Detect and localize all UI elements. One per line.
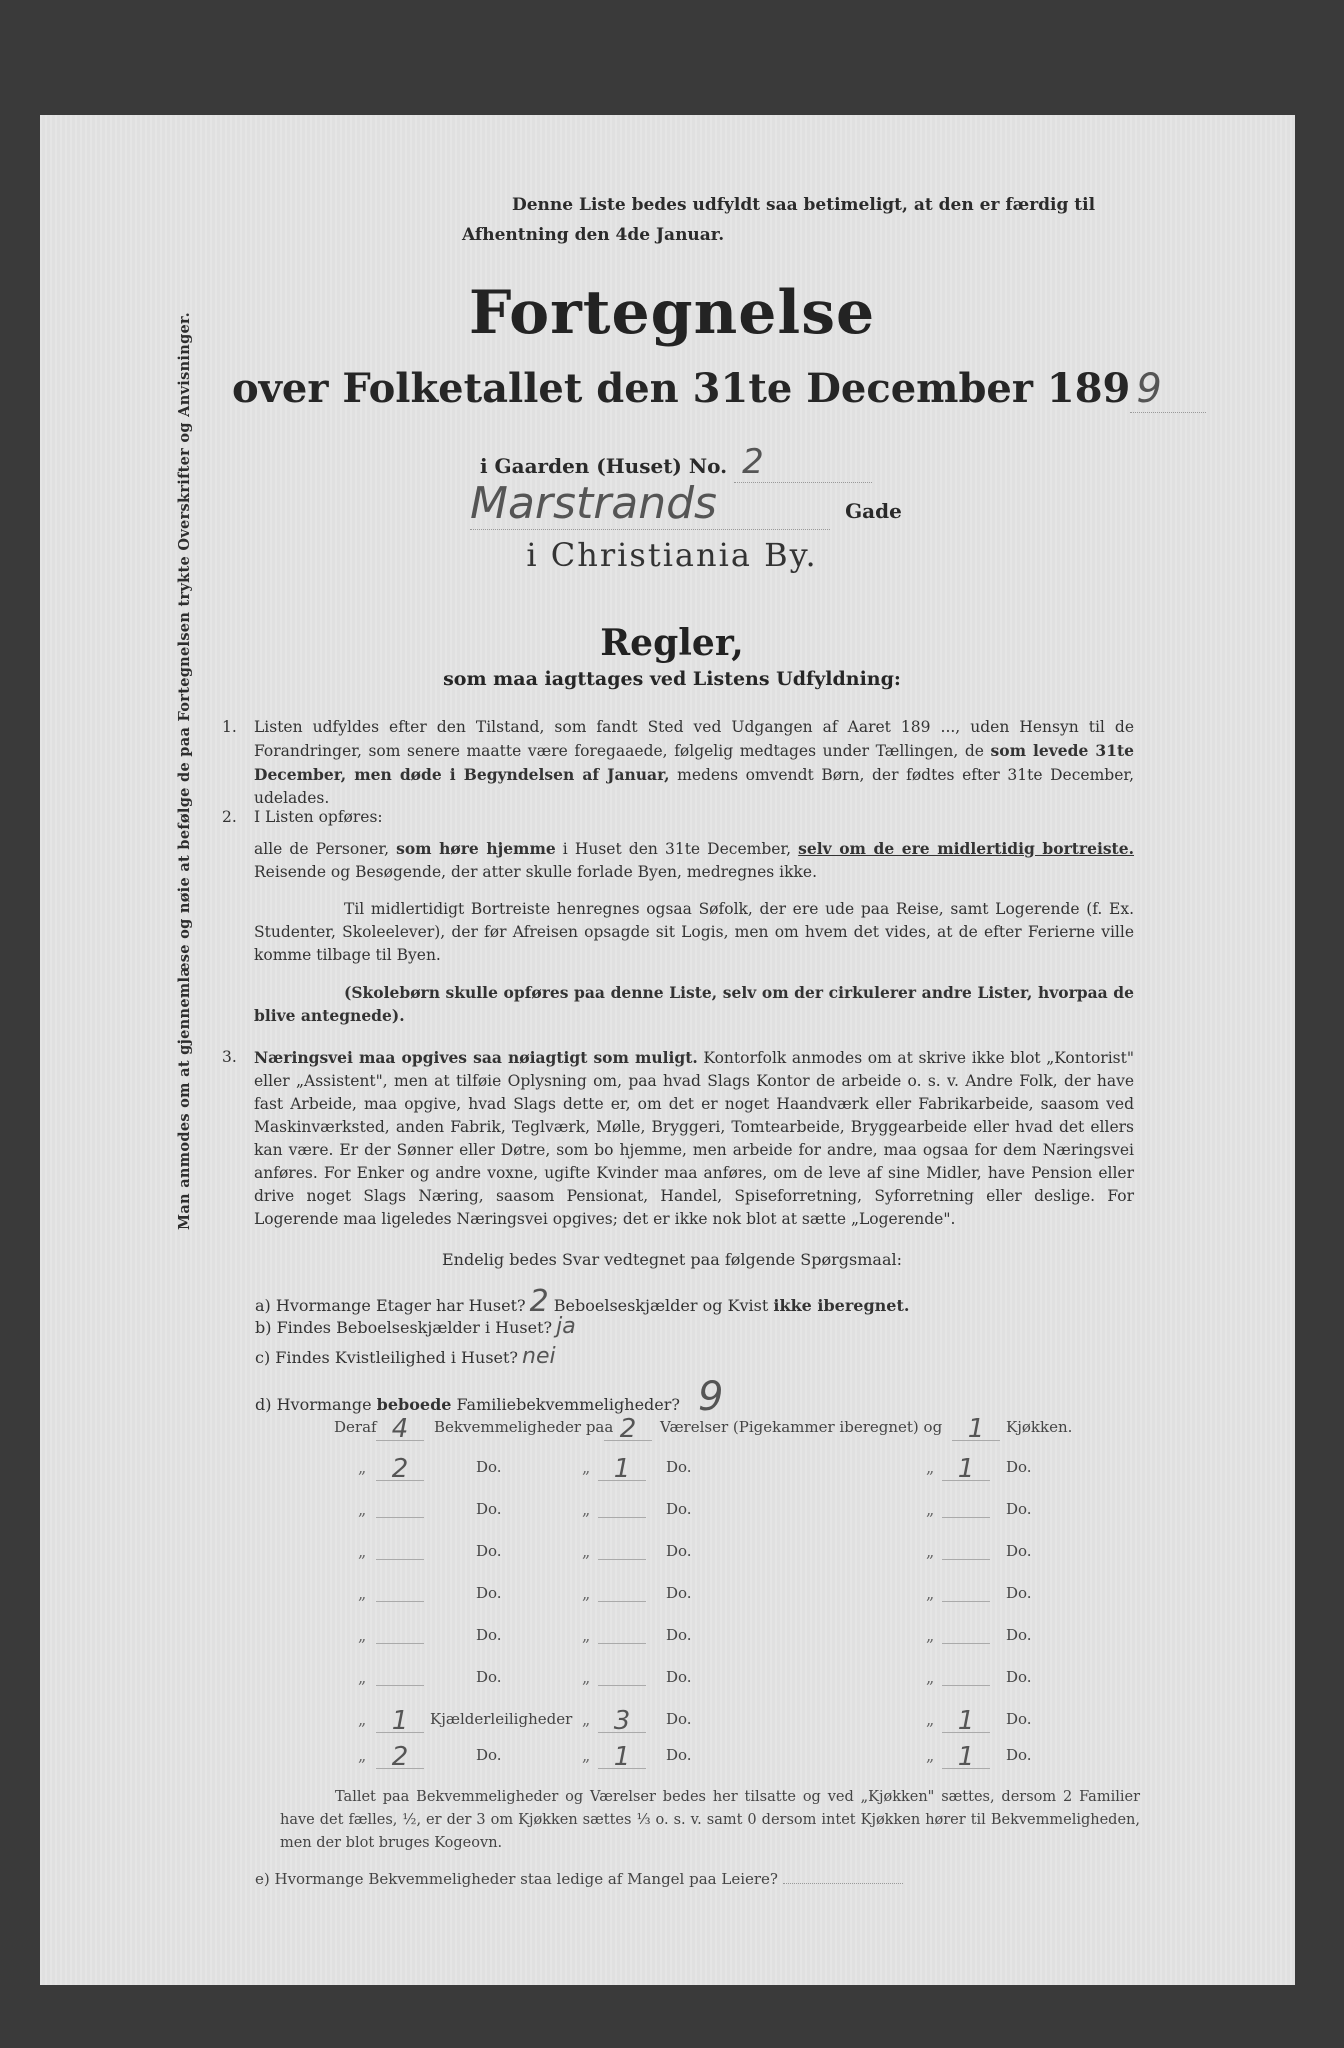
question-d (255, 1374, 723, 1420)
dwelling-row (330, 1584, 1070, 1620)
answer-field[interactable]: nei (522, 1344, 556, 1369)
ditto-mark: „ (582, 1668, 591, 1687)
ditto-mark: „ (358, 1746, 367, 1765)
ditto-mark: „ (926, 1710, 935, 1729)
deraf-label: Deraf (334, 1418, 377, 1436)
rule-number: 3. (222, 1048, 237, 1066)
kitchens-label: Do. (1006, 1710, 1032, 1728)
ditto-mark: „ (582, 1500, 591, 1519)
ditto-mark: „ (358, 1458, 367, 1477)
city-line: i Christiania By. (526, 536, 818, 574)
kitchens-label: Do. (1006, 1668, 1032, 1686)
notice-line-1: Denne Liste bedes udfyldt saa betimeligt, at den er færdig til (512, 195, 1096, 215)
kitchens-field[interactable]: 1 (942, 1746, 990, 1769)
rooms-field[interactable] (598, 1559, 646, 1560)
units-label: Do. (476, 1500, 502, 1518)
question-label: e) Hvormange Bekvemmeligheder staa ledige af Mangel paa Leiere? (255, 1870, 778, 1888)
rooms-field[interactable] (598, 1601, 646, 1602)
rule-number: 1. (222, 718, 237, 736)
kitchens-label: Do. (1006, 1626, 1032, 1644)
ditto-mark: „ (358, 1500, 367, 1519)
kitchens-field[interactable]: 1 (952, 1418, 1000, 1441)
rule-2 (222, 806, 1134, 1027)
kitchens-label: Do. (1006, 1500, 1032, 1518)
rooms-label: Do. (666, 1668, 692, 1686)
rule-2-note: (Skolebørn skulle opføres paa denne Liste, selv om der cirkulerer andre Lister, hvorpaa de blive antegnede). (254, 983, 1134, 1025)
rule-text-bold: som levede 31te December, men døde i Begyndelsen af Januar, (254, 741, 1134, 784)
ditto-mark: „ (582, 1626, 591, 1645)
answer-field[interactable]: ja (556, 1314, 576, 1339)
question-label: d) Hvormange (255, 1395, 377, 1414)
questions-heading: Endelig bedes Svar vedtegnet paa følgende Spørgsmaal: (441, 1250, 902, 1269)
year-field[interactable]: 9 (1130, 366, 1206, 413)
rule-1 (222, 716, 1134, 810)
ditto-mark: „ (926, 1500, 935, 1519)
kitchens-label: Do. (1006, 1746, 1032, 1764)
street-suffix: Gade (845, 499, 902, 523)
dwelling-row (330, 1742, 1070, 1782)
units-label: Do. (476, 1626, 502, 1644)
units-field[interactable]: 1 (376, 1710, 424, 1733)
units-field[interactable]: 2 (376, 1458, 424, 1481)
units-field[interactable] (376, 1559, 424, 1560)
units-field[interactable]: 4 (376, 1418, 424, 1441)
dwelling-row (330, 1454, 1070, 1494)
house-number-field[interactable]: 2 (734, 442, 872, 483)
units-label: Bekvemmeligheder paa (434, 1418, 614, 1436)
rule-3 (222, 1046, 1134, 1231)
question-label: a) Hvormange Etager har Huset? (255, 1296, 526, 1315)
rules-heading: Regler, (600, 622, 744, 664)
ditto-mark: „ (926, 1746, 935, 1765)
notice-line-2: Afhentning den 4de Januar. (462, 225, 725, 245)
dwelling-row (330, 1626, 1070, 1662)
ditto-mark: „ (358, 1584, 367, 1603)
units-label: Do. (476, 1542, 502, 1560)
question-c (255, 1344, 556, 1369)
answer-field[interactable]: 2 (529, 1284, 549, 1319)
rule-text: medens omvendt Børn, der fødtes efter 31te December, udelades. (254, 766, 1135, 807)
page-title: Fortegnelse (468, 278, 876, 348)
rule-text: alle de Personer, (254, 840, 397, 858)
rooms-field[interactable] (598, 1643, 646, 1644)
units-field[interactable] (376, 1517, 424, 1518)
units-field[interactable] (376, 1643, 424, 1644)
rooms-field[interactable] (598, 1685, 646, 1686)
rooms-field[interactable]: 1 (598, 1746, 646, 1769)
rule-text-bold: Næringsvei maa opgives saa nøiagtigt som muligt. (254, 1048, 698, 1067)
question-suffix: Beboelseskjælder og Kvist (553, 1296, 769, 1315)
units-label: Do. (476, 1584, 502, 1602)
rooms-field[interactable]: 1 (598, 1458, 646, 1481)
kitchens-label: Do. (1006, 1458, 1032, 1476)
rooms-label: Do. (666, 1746, 692, 1764)
ditto-mark: „ (926, 1542, 935, 1561)
units-field[interactable] (376, 1685, 424, 1686)
rule-text: i Huset den 31te December, (555, 840, 799, 858)
units-label: Do. (476, 1746, 502, 1764)
house-number-line (480, 442, 872, 483)
ditto-mark: „ (582, 1542, 591, 1561)
ditto-mark: „ (582, 1584, 591, 1603)
ditto-mark: „ (358, 1668, 367, 1687)
units-label: Do. (476, 1458, 502, 1476)
ditto-mark: „ (926, 1668, 935, 1687)
side-instruction: Man anmodes om at gjennemlæse og nøie at befølge de paa Fortegnelsen trykte Overskrifter og Anvisninger. (176, 312, 193, 1230)
rooms-label: Do. (666, 1584, 692, 1602)
rule-text: Reisende og Besøgende, der atter skulle forlade Byen, medregnes ikke. (254, 863, 818, 881)
dwelling-row (330, 1500, 1070, 1536)
ditto-mark: „ (926, 1584, 935, 1603)
units-field[interactable]: 2 (376, 1746, 424, 1769)
rule-text: Kontorfolk anmodes om at skrive ikke blot „Kontorist" eller „Assistent", men at tilføie Oplysning om, paa hvad Slags Kontor de arbeide o. s. v. Andre Folk, der have fast Arbeide, maa opgive, hvad Slags dette er, om det er noget Haandværk eller Fabrikarbeide, saasom ved Maskinværksted, anden Fabrik, Teglværk, Mølle, Bryggeri, Tomtearbeide, Bryggearbeide eller hvad det ellers kan være. Er der Sønner eller Døtre, som bo hjemme, men arbeide for andre, maa ogsaa for dem Næringsvei anføres. For Enker og andre voxne, ugifte Kvinder maa anføres, om de leve af sine Midler, have Pension eller drive noget Slags Næring, saasom Pensionat, Handel, Spiseforretning, Syforretning eller deslige. For Logerende maa ligeledes Næringsvei opgives; det er ikke nok blot at sætte „Logerende". (254, 1049, 1134, 1228)
kitchens-field[interactable] (942, 1643, 990, 1644)
kitchens-field[interactable] (942, 1601, 990, 1602)
dwelling-row (330, 1542, 1070, 1578)
dwelling-row (330, 1668, 1070, 1704)
question-b (255, 1314, 576, 1339)
units-label: Kjælderleiligheder (430, 1710, 573, 1728)
rooms-label: Do. (666, 1710, 692, 1728)
rooms-label: Do. (666, 1458, 692, 1476)
kitchens-label: Do. (1006, 1542, 1032, 1560)
question-label-bold: beboede (376, 1395, 452, 1414)
ditto-mark: „ (358, 1626, 367, 1645)
ditto-mark: „ (358, 1710, 367, 1729)
kitchens-field[interactable]: 1 (942, 1710, 990, 1733)
kitchens-label: Kjøkken. (1006, 1418, 1073, 1436)
kitchens-field[interactable] (942, 1517, 990, 1518)
kitchen-note: Tallet paa Bekvemmeligheder og Værelser bedes her tilsatte og ved „Kjøkken" sættes, dersom 2 Familier have det fælles, ½, er der 3 om Kjøkken sættes ⅓ o. s. v. samt 0 dersom intet Kjøkken hører til Bekvemmeligheden, men der blot bruges Kogeovn. (280, 1789, 1140, 1851)
units-label: Do. (476, 1668, 502, 1686)
rooms-label: Værelser (Pigekammer iberegnet) og (660, 1418, 943, 1436)
census-date-text: over Folketallet den 31te December 189 (232, 365, 1131, 412)
answer-field[interactable] (783, 1883, 903, 1884)
ditto-mark: „ (926, 1458, 935, 1477)
rule-text-underlined: selv om de ere midlertidig bortreiste. (798, 839, 1134, 858)
rules-subheading: som maa iagttages ved Listens Udfyldning: (443, 668, 901, 690)
rule-number: 2. (222, 808, 237, 826)
rule-2-paragraph: Til midlertidigt Bortreiste henregnes ogsaa Søfolk, der ere ude paa Reise, samt Logerende (f. Ex. Studenter, Skoleelever), der før Afreisen opsagde sit Logis, men om hvem det vides, at de efter Ferierne ville komme tilbage til Byen. (254, 900, 1134, 964)
question-e (255, 1870, 903, 1888)
dwelling-row-header (330, 1414, 1073, 1454)
question-suffix-bold: ikke iberegnet. (773, 1296, 910, 1315)
ditto-mark: „ (358, 1542, 367, 1561)
house-label: i Gaarden (Huset) No. (480, 454, 728, 478)
ditto-mark: „ (926, 1626, 935, 1645)
ditto-mark: „ (582, 1746, 591, 1765)
kitchens-label: Do. (1006, 1584, 1032, 1602)
rule-text: Listen udfyldes efter den Tilstand, som fandt Sted ved Udgangen af Aaret 189 ..., uden Hensyn til de Forandringer, som senere maatte være foregaaede, følgelig medtages under Tællingen, de (254, 718, 1134, 760)
ditto-mark: „ (582, 1458, 591, 1477)
answer-field[interactable]: 9 (697, 1374, 724, 1420)
rule-1-text (254, 716, 1134, 810)
kitchens-field[interactable] (942, 1685, 990, 1686)
rooms-field[interactable]: 2 (604, 1418, 652, 1441)
rule-text-bold: som høre hjemme (396, 839, 556, 858)
rule-2-intro: I Listen opføres: (254, 808, 383, 826)
rooms-label: Do. (666, 1542, 692, 1560)
ditto-mark: „ (582, 1710, 591, 1729)
kitchens-field[interactable] (942, 1559, 990, 1560)
question-label: c) Findes Kvistleilighed i Huset? (255, 1348, 518, 1367)
street-line (470, 478, 902, 530)
street-name-field[interactable]: Marstrands (470, 478, 830, 530)
question-label: Familiebekvemmeligheder? (451, 1395, 680, 1414)
census-date-line (232, 365, 1206, 413)
units-field[interactable] (376, 1601, 424, 1602)
rule-2-line (254, 837, 1134, 884)
dwelling-row-cellar (330, 1706, 1070, 1746)
rooms-label: Do. (666, 1500, 692, 1518)
rule-3-text (254, 1046, 1134, 1231)
rooms-field[interactable]: 3 (598, 1710, 646, 1733)
kitchens-field[interactable]: 1 (942, 1458, 990, 1481)
deadline-notice (462, 190, 1142, 250)
question-label: b) Findes Beboelseskjælder i Huset? (255, 1318, 553, 1337)
rooms-field[interactable] (598, 1517, 646, 1518)
rooms-label: Do. (666, 1626, 692, 1644)
